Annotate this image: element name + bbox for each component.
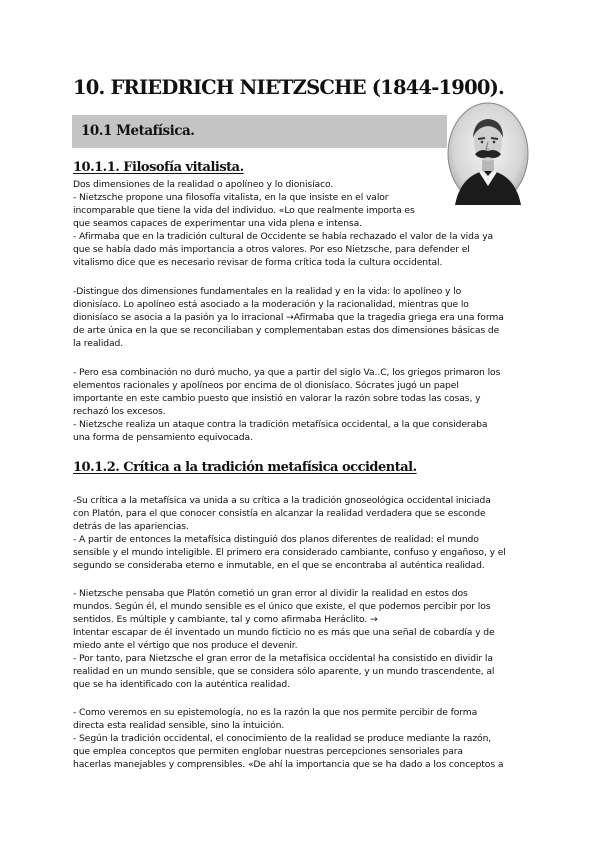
text-line: una forma de pensamiento equivocada.: [73, 432, 253, 443]
text-line: incomparable que tiene la vida del individuo. «Lo que realmente importa es: [73, 205, 415, 216]
text-line: sensible y el mundo inteligible. El primero era considerado cambiante, confuso y engañoso, y el: [73, 547, 506, 558]
text-line: que se ha identificado con la auténtica realidad.: [73, 679, 290, 690]
text-line: -Su crítica a la metafísica va unida a su crítica a la tradición gnoseológica occidental iniciada: [73, 495, 491, 506]
section-title: 10.1 Metafísica.: [81, 123, 195, 139]
section-header-bar: [72, 115, 447, 148]
text-line: - Nietzsche pensaba que Platón cometió un gran error al dividir la realidad en estos dos: [73, 588, 468, 599]
text-line: hacerlas manejables y comprensibles. «De ahí la importancia que se ha dado a los conceptos a: [73, 759, 504, 770]
text-line: directa esta realidad sensible, sino la intuición.: [73, 720, 285, 731]
subsection-title-vitalism: 10.1.1. Filosofía vitalista.: [73, 160, 244, 175]
text-line: con Platón, para el que conocer consistía en alcanzar la realidad verdadera que se esconde: [73, 508, 486, 519]
paragraph-plato-gnoseology: [73, 494, 533, 572]
text-line: - Según la tradición occidental, el conocimiento de la realidad se produce mediante la razón,: [73, 733, 492, 744]
text-line: - Nietzsche propone una filosofía vitalista, en la que insiste en el valor: [73, 192, 389, 203]
text-line: - Nietzsche realiza un ataque contra la tradición metafísica occidental, a la que consideraba: [73, 419, 488, 430]
text-line: - Como veremos en su epistemología, no es la razón la que nos permite percibir de forma: [73, 707, 478, 718]
text-line: -Distingue dos dimensiones fundamentales en la realidad y en la vida: lo apolíneo y lo: [73, 286, 462, 297]
subsection-title-critique: 10.1.2. Crítica a la tradición metafísica occidental.: [73, 460, 417, 475]
text-line: rechazó los excesos.: [73, 406, 166, 417]
text-line: que seamos capaces de experimentar una vida plena e intensa.: [73, 218, 362, 229]
paragraph-vitalism: [73, 178, 533, 269]
text-line: vitalismo dice que es necesario revisar de forma crítica toda la cultura occidental.: [73, 257, 443, 268]
text-line: Intentar escapar de él inventado un mundo ficticio no es más que una señal de cobardía y de: [73, 627, 495, 638]
text-line: dionisíaco se asocia a la pasión ya lo irracional →Afirmaba que la tragedia griega era una forma: [73, 312, 504, 323]
text-line: segundo se consideraba eterno e inmutable, en el que se encontraba al auténtica realidad.: [73, 560, 485, 571]
text-line: sentidos. Es múltiple y cambiante, tal y como afirmaba Heráclito. →: [73, 614, 378, 625]
text-line: de arte única en la que se reconciliaban y complementaban estas dos dimensiones básicas de: [73, 325, 500, 336]
text-line: que se había dado más importancia a otros valores. Por eso Nietzsche, para defender el: [73, 244, 470, 255]
text-line: elementos racionales y apolíneos por encima de ol dionisíaco. Sócrates jugó un papel: [73, 380, 459, 391]
text-line: Dos dimensiones de la realidad o apolíneo y lo dionisíaco.: [73, 179, 334, 190]
text-line: - Afirmaba que en la tradición cultural de Occidente se había rechazado el valor de la vida ya: [73, 231, 494, 242]
text-line: importante en este cambio puesto que insistió en valorar la razón sobre todas las cosas, y: [73, 393, 481, 404]
paragraph-apollonian-dionysian: [73, 285, 533, 350]
text-line: detrás de las apariencias.: [73, 521, 189, 532]
chapter-title: 10. FRIEDRICH NIETZSCHE (1844-1900).: [73, 76, 505, 99]
text-line: dionisíaco. Lo apolíneo está asociado a la moderación y la racionalidad, mientras que lo: [73, 299, 469, 310]
text-line: - A partir de entonces la metafísica distinguió dos planos diferentes de realidad: el mundo: [73, 534, 479, 545]
paragraph-socrates: [73, 366, 533, 444]
paragraph-two-worlds: [73, 587, 533, 691]
text-line: la realidad.: [73, 338, 124, 349]
text-line: que emplea conceptos que permiten englobar nuestras percepciones sensoriales para: [73, 746, 463, 757]
text-line: - Por tanto, para Nietzsche el gran error de la metafísica occidental ha consistido en dividir la: [73, 653, 493, 664]
text-line: realidad en un mundo sensible, que se considera sólo aparente, y un mundo trascendente, al: [73, 666, 495, 677]
text-line: - Pero esa combinación no duró mucho, ya que a partir del siglo Va..C, los griegos primaron los: [73, 367, 501, 378]
text-line: miedo ante el vértigo que nos produce el devenir.: [73, 640, 298, 651]
text-line: mundos. Según él, el mundo sensible es el único que existe, el que podemos percibir por los: [73, 601, 491, 612]
paragraph-intuition: [73, 706, 533, 771]
